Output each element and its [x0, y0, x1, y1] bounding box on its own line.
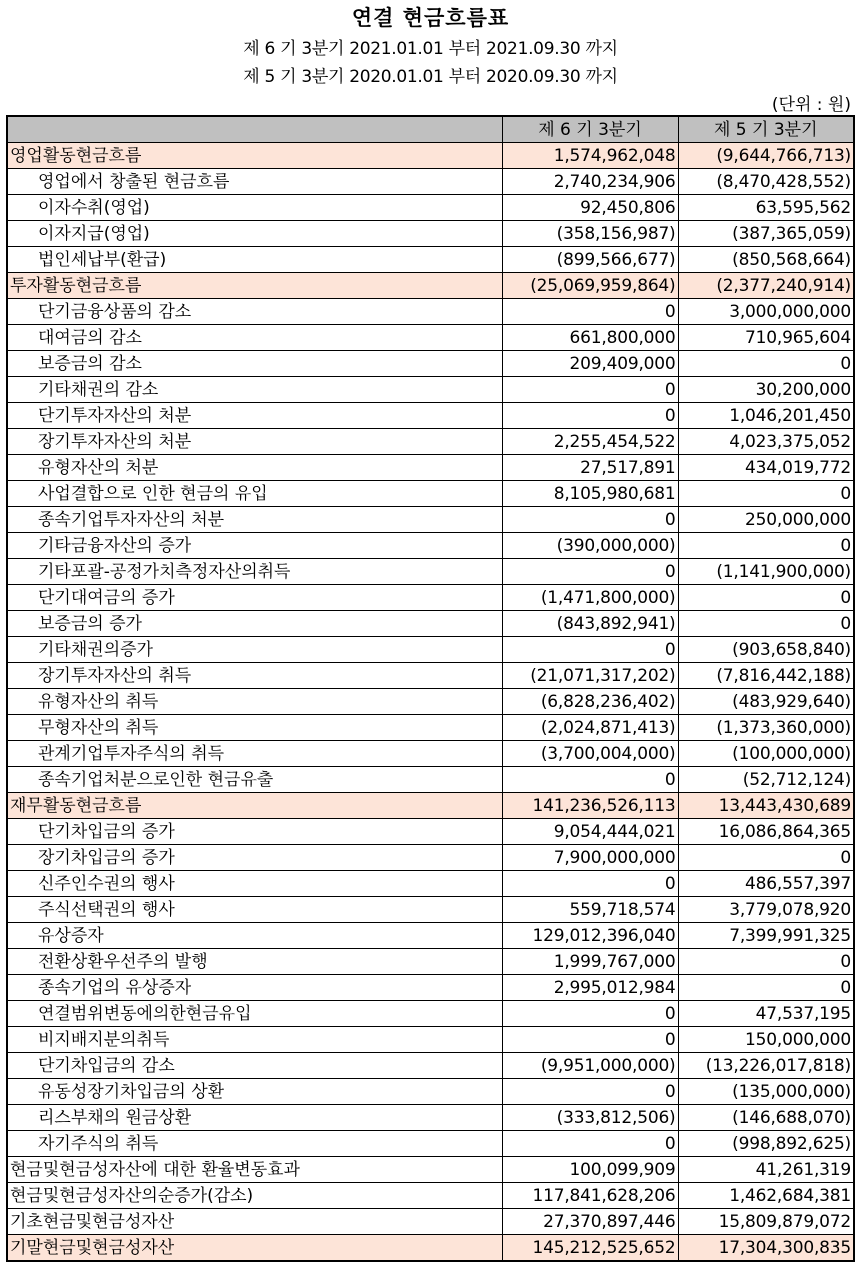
current-value: 661,800,000 [502, 325, 678, 351]
prior-value: 150,000,000 [678, 1027, 854, 1053]
section-row [7, 273, 854, 299]
current-value: (6,828,236,402) [502, 689, 678, 715]
table-row [7, 585, 854, 611]
row-label: 재무활동현금흐름 [7, 793, 502, 819]
column-header-label [7, 116, 502, 143]
table-row [7, 1209, 854, 1235]
row-label: 이자지급(영업) [7, 221, 502, 247]
prior-value: (8,470,428,552) [678, 169, 854, 195]
row-label: 대여금의 감소 [7, 325, 502, 351]
row-label: 장기투자자산의 처분 [7, 429, 502, 455]
current-value: 0 [502, 507, 678, 533]
table-row [7, 1183, 854, 1209]
prior-value: 0 [678, 585, 854, 611]
prior-value: 0 [678, 533, 854, 559]
prior-value: 0 [678, 351, 854, 377]
current-value: (390,000,000) [502, 533, 678, 559]
current-value: 2,995,012,984 [502, 975, 678, 1001]
table-row [7, 845, 854, 871]
current-value: (2,024,871,413) [502, 715, 678, 741]
row-label: 장기차입금의 증가 [7, 845, 502, 871]
table-row [7, 221, 854, 247]
table-row [7, 871, 854, 897]
row-label: 기타채권의 감소 [7, 377, 502, 403]
section-row [7, 793, 854, 819]
row-label: 관계기업투자주식의 취득 [7, 741, 502, 767]
current-value: (899,566,677) [502, 247, 678, 273]
current-value: 8,105,980,681 [502, 481, 678, 507]
current-value: 9,054,444,021 [502, 819, 678, 845]
current-value: 0 [502, 377, 678, 403]
table-row [7, 767, 854, 793]
prior-value: (135,000,000) [678, 1079, 854, 1105]
table-row [7, 325, 854, 351]
table-row [7, 689, 854, 715]
table-row [7, 611, 854, 637]
table-row [7, 663, 854, 689]
prior-value: (1,141,900,000) [678, 559, 854, 585]
current-value: (25,069,959,864) [502, 273, 678, 299]
prior-value: 710,965,604 [678, 325, 854, 351]
table-row [7, 455, 854, 481]
table-row [7, 1027, 854, 1053]
table-row [7, 1157, 854, 1183]
current-value: 559,718,574 [502, 897, 678, 923]
current-value: 0 [502, 1079, 678, 1105]
row-label: 단기차입금의 증가 [7, 819, 502, 845]
table-row [7, 949, 854, 975]
table-row [7, 1001, 854, 1027]
section-row [7, 1235, 854, 1262]
current-value: 2,255,454,522 [502, 429, 678, 455]
prior-value: 0 [678, 481, 854, 507]
table-row [7, 1079, 854, 1105]
row-label: 유상증자 [7, 923, 502, 949]
row-label: 영업에서 창출된 현금흐름 [7, 169, 502, 195]
prior-value: (2,377,240,914) [678, 273, 854, 299]
prior-value: 7,399,991,325 [678, 923, 854, 949]
row-label: 종속기업처분으로인한 현금유출 [7, 767, 502, 793]
prior-value: 250,000,000 [678, 507, 854, 533]
current-value: 0 [502, 1131, 678, 1157]
current-value: 0 [502, 1027, 678, 1053]
current-value: 0 [502, 767, 678, 793]
row-label: 영업활동현금흐름 [7, 143, 502, 169]
current-value: 1,999,767,000 [502, 949, 678, 975]
row-label: 기타금융자산의 증가 [7, 533, 502, 559]
current-value: 129,012,396,040 [502, 923, 678, 949]
prior-value: (146,688,070) [678, 1105, 854, 1131]
prior-value: (52,712,124) [678, 767, 854, 793]
prior-value: (483,929,640) [678, 689, 854, 715]
current-value: 1,574,962,048 [502, 143, 678, 169]
period-prior: 제 5 기 3분기 2020.01.01 부터 2020.09.30 까지 [243, 67, 618, 87]
row-label: 종속기업의 유상증자 [7, 975, 502, 1001]
prior-value: (850,568,664) [678, 247, 854, 273]
row-label: 단기대여금의 증가 [7, 585, 502, 611]
section-row [7, 143, 854, 169]
current-value: (3,700,004,000) [502, 741, 678, 767]
table-row [7, 975, 854, 1001]
row-label: 현금및현금성자산의순증가(감소) [7, 1183, 502, 1209]
table-row [7, 715, 854, 741]
table-row [7, 897, 854, 923]
row-label: 법인세납부(환급) [7, 247, 502, 273]
row-label: 단기금융상품의 감소 [7, 299, 502, 325]
row-label: 주식선택권의 행사 [7, 897, 502, 923]
prior-value: 1,046,201,450 [678, 403, 854, 429]
row-label: 현금및현금성자산에 대한 환율변동효과 [7, 1157, 502, 1183]
row-label: 단기투자자산의 처분 [7, 403, 502, 429]
prior-value: 0 [678, 975, 854, 1001]
row-label: 리스부채의 원금상환 [7, 1105, 502, 1131]
table-row [7, 351, 854, 377]
prior-value: 15,809,879,072 [678, 1209, 854, 1235]
prior-value: 3,779,078,920 [678, 897, 854, 923]
unit-label: (단위 : 원) [771, 95, 851, 115]
prior-value: 3,000,000,000 [678, 299, 854, 325]
table-row [7, 741, 854, 767]
row-label: 기타채권의증가 [7, 637, 502, 663]
prior-value: 4,023,375,052 [678, 429, 854, 455]
table-row [7, 1105, 854, 1131]
row-label: 단기차입금의 감소 [7, 1053, 502, 1079]
row-label: 자기주식의 취득 [7, 1131, 502, 1157]
prior-value: 16,086,864,365 [678, 819, 854, 845]
current-value: (358,156,987) [502, 221, 678, 247]
table-row [7, 559, 854, 585]
statement-title: 연결 현금흐름표 [351, 6, 510, 30]
row-label: 기초현금및현금성자산 [7, 1209, 502, 1235]
table-row [7, 247, 854, 273]
current-value: 7,900,000,000 [502, 845, 678, 871]
prior-value: (7,816,442,188) [678, 663, 854, 689]
current-value: 27,517,891 [502, 455, 678, 481]
row-label: 비지배지분의취득 [7, 1027, 502, 1053]
current-value: 100,099,909 [502, 1157, 678, 1183]
row-label: 사업결합으로 인한 현금의 유입 [7, 481, 502, 507]
table-row [7, 923, 854, 949]
current-value: (9,951,000,000) [502, 1053, 678, 1079]
row-label: 보증금의 증가 [7, 611, 502, 637]
row-label: 유형자산의 처분 [7, 455, 502, 481]
prior-value: (13,226,017,818) [678, 1053, 854, 1079]
current-value: 2,740,234,906 [502, 169, 678, 195]
table-body [7, 143, 854, 1262]
row-label: 이자수취(영업) [7, 195, 502, 221]
row-label: 신주인수권의 행사 [7, 871, 502, 897]
row-label: 전환상환우선주의 발행 [7, 949, 502, 975]
table-row [7, 377, 854, 403]
period-current: 제 6 기 3분기 2021.01.01 부터 2021.09.30 까지 [243, 39, 618, 59]
row-label: 유형자산의 취득 [7, 689, 502, 715]
prior-value: 63,595,562 [678, 195, 854, 221]
table-row [7, 1053, 854, 1079]
current-value: 141,236,526,113 [502, 793, 678, 819]
column-header-prior: 제 5 기 3분기 [678, 116, 854, 143]
column-header-current: 제 6 기 3분기 [502, 116, 678, 143]
row-label: 종속기업투자자산의 처분 [7, 507, 502, 533]
prior-value: 17,304,300,835 [678, 1235, 854, 1262]
current-value: 145,212,525,652 [502, 1235, 678, 1262]
current-value: (1,471,800,000) [502, 585, 678, 611]
current-value: 0 [502, 559, 678, 585]
prior-value: 434,019,772 [678, 455, 854, 481]
row-label: 기타포괄-공정가치측정자산의취득 [7, 559, 502, 585]
current-value: 27,370,897,446 [502, 1209, 678, 1235]
current-value: 117,841,628,206 [502, 1183, 678, 1209]
current-value: 0 [502, 403, 678, 429]
prior-value: 47,537,195 [678, 1001, 854, 1027]
row-label: 무형자산의 취득 [7, 715, 502, 741]
prior-value: (903,658,840) [678, 637, 854, 663]
table-row [7, 819, 854, 845]
prior-value: 0 [678, 611, 854, 637]
prior-value: (9,644,766,713) [678, 143, 854, 169]
prior-value: 0 [678, 949, 854, 975]
current-value: 0 [502, 299, 678, 325]
row-label: 투자활동현금흐름 [7, 273, 502, 299]
current-value: 92,450,806 [502, 195, 678, 221]
current-value: 0 [502, 871, 678, 897]
current-value: (21,071,317,202) [502, 663, 678, 689]
prior-value: 0 [678, 845, 854, 871]
current-value: 209,409,000 [502, 351, 678, 377]
prior-value: 13,443,430,689 [678, 793, 854, 819]
row-label: 기말현금및현금성자산 [7, 1235, 502, 1262]
current-value: 0 [502, 1001, 678, 1027]
table-row [7, 403, 854, 429]
cash-flow-table [6, 115, 855, 1262]
table-row [7, 481, 854, 507]
row-label: 유동성장기차입금의 상환 [7, 1079, 502, 1105]
table-row [7, 195, 854, 221]
prior-value: 30,200,000 [678, 377, 854, 403]
prior-value: (100,000,000) [678, 741, 854, 767]
row-label: 장기투자자산의 취득 [7, 663, 502, 689]
row-label: 연결범위변동에의한현금유입 [7, 1001, 502, 1027]
current-value: (333,812,506) [502, 1105, 678, 1131]
prior-value: 486,557,397 [678, 871, 854, 897]
current-value: 0 [502, 637, 678, 663]
table-row [7, 169, 854, 195]
table-row [7, 507, 854, 533]
prior-value: 41,261,319 [678, 1157, 854, 1183]
current-value: (843,892,941) [502, 611, 678, 637]
table-row [7, 299, 854, 325]
prior-value: (387,365,059) [678, 221, 854, 247]
row-label: 보증금의 감소 [7, 351, 502, 377]
table-row [7, 637, 854, 663]
table-header-row [7, 116, 854, 143]
prior-value: (998,892,625) [678, 1131, 854, 1157]
prior-value: 1,462,684,381 [678, 1183, 854, 1209]
table-row [7, 429, 854, 455]
prior-value: (1,373,360,000) [678, 715, 854, 741]
table-row [7, 533, 854, 559]
table-row [7, 1131, 854, 1157]
